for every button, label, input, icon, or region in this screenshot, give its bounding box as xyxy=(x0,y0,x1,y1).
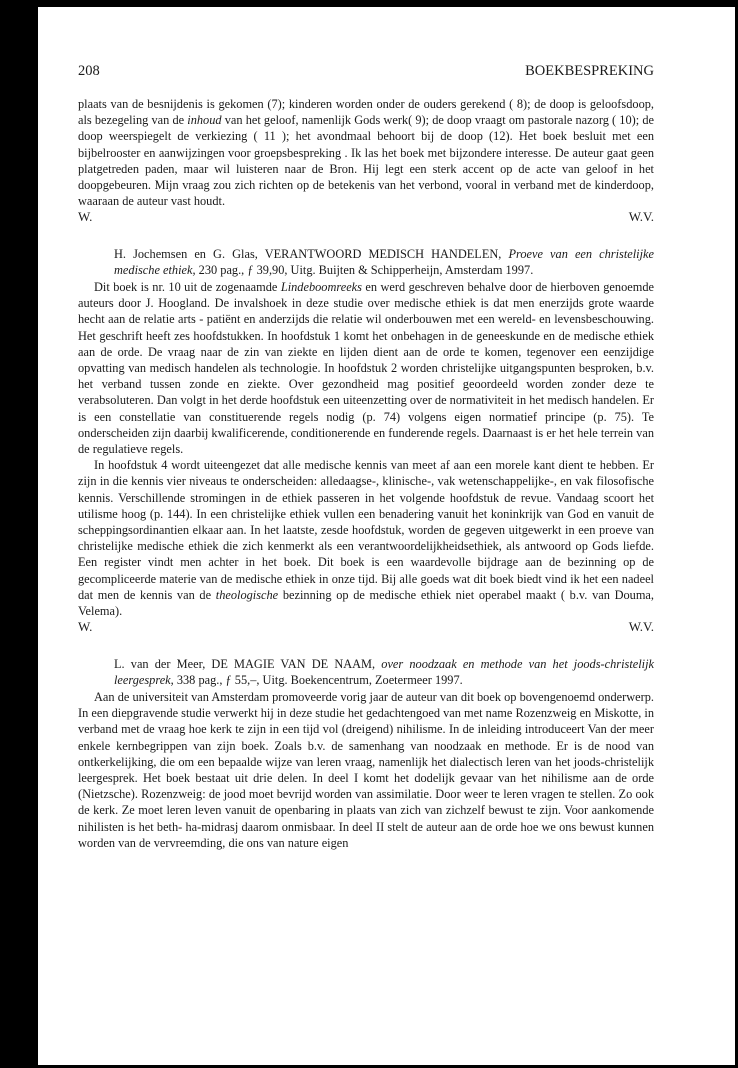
review2-biblio-a: H. Jochemsen en G. Glas, VERANTWOORD MEDISCH HANDELEN, xyxy=(114,246,509,261)
running-head xyxy=(78,62,654,80)
review2-p2-a: In hoofdstuk 4 wordt uiteengezet dat alle medische kennis van meet af aan een morele kant dient te hebben. Er zijn in die kennis vier niveaus te onderscheiden: alledaagse-, klinische-, vak wetenschappelijke-, en vak filosofische kennis. Verschillende stromingen in de ethiek passeren in het volgende hoofdstuk de revue. Vandaag scoort het utilisme hoog (p. 144). In een christelijke ethiek vullen een benadering vanuit het koninkrijk van God en vanuit de scheppingsordinantien elkaar aan. In het laatste, zesde hoofdstuk, worden de gegeven uitgewerkt in een proeve van christelijke medische ethiek die zich kenmerkt als een verantwoordelijkheidsethiek, als antwoord op Gods liefde. Een register vindt men achter in het boek. Dit boek is een waardevolle bijdrage aan de bezinning op de gecompliceerde materie van de medische ethiek in onze tijd. Bij alle goeds wat dit boek biedt vind ik het een nadeel dat men de kennis van de xyxy=(78,458,654,602)
review3-paragraph-1: Aan de universiteit van Amsterdam promoveerde vorig jaar de auteur van dit boek op bovengenoemd onderwerp. In een diepgravende studie verwerkt hij in deze studie het gedachtengoed van met name Rozenzweig en Miskotte, in verband met de vraag hoe kerk te zijn in een tijd vol (dreigend) nihilisme. In de inleiding introduceert Van der meer enkele kernbegrippen van zijn boek. Zoals b.v. de samenhang van noodzaak en methode. Er is de nood van ontkerkelijking, die om een bepaalde wijze van leren vraag, namenlijk het dialectisch leren van het joods-christelijk leergesprek. Het boek bestaat uit drie delen. In deel I komt het dodelijk gevaar van het nihilisme aan de orde (Nietzsche). Rozenzweig: de jood moet bevrijd worden van assimilatie. Door weer te leren vragen te stellen. Zo ook de kerk. Ze moet leren leven vanuit de openbaring in plaats van zich van zichzelf bewust te zijn. Voor aankomende nihilisten is het beth- ha-midrasj daarom onmisbaar. In deel II stelt de auteur aan de orde hoe we ons bewust kunnen worden van de vervreemding, die ons van nature eigen xyxy=(78,689,654,850)
review2-biblio-subtitle: Proeve van een christelijke medische ethiek, xyxy=(114,246,654,277)
review2-p1-emphasis: Lindeboomreeks xyxy=(280,280,362,295)
review3-biblio-a: L. van der Meer, DE MAGIE VAN DE NAAM, xyxy=(114,656,382,671)
document-page xyxy=(78,62,654,851)
review2-bibliography xyxy=(78,246,654,278)
review2-signature xyxy=(78,619,654,635)
review2-paragraph-1 xyxy=(78,279,654,457)
review1-sig-right: W.V. xyxy=(628,209,654,225)
review2-p1-a: Dit boek is nr. 10 uit de zogenaamde xyxy=(94,280,281,295)
review2-sig-left: W. xyxy=(78,619,93,635)
review1-text-a: plaats van de besnijdenis is gekomen (7); kinderen worden onder de ouders gerekend ( 8); de doop is geloofsdoop, als bezegeling van de xyxy=(78,97,654,128)
review1-sig-left: W. xyxy=(78,209,93,225)
review2-p1-b: en werd geschreven behalve door de hierboven genoemde auteurs door J. Hoogland. De invalshoek in deze studie over medische ethiek is dat men enerzijds grote waarde hecht aan de relatie arts - patiënt en anderzijds die relatie wil onderbouwen met een wereld- en levensbeschouwing. Het geschrift heeft zes hoofdstukken. In hoofdstuk 1 komt het onbehagen in de geneeskunde en de medische ethiek aan de orde. De vraag naar de zin van ziekte en lijden dient aan de orde te komen, tegenover een eenzijdige opvatting van medisch handelen als technologie. In hoofdstuk 2 worden christelijke uitgangspunten besproken, b.v. het verband tussen zonde en ziekte. Over gezondheid mag positief geoordeeld worden zonder deze te verabsoluteren. Dan volgt in het derde hoofdstuk een uiteenzetting over de normativiteit in het medisch handelen. Er is een constellatie van constituerende regels nodig (p. 74) volgens eigen normatief principe (p. 75). Te onderscheiden zijn daarbij kwalificerende, conditionerende en funderende regels. Daarnaast is er het hele terrein van de regulatieve regels. xyxy=(78,280,654,457)
scan-border-left xyxy=(0,0,38,1068)
running-title: BOEKBESPREKING xyxy=(525,63,654,79)
review1-paragraph xyxy=(78,96,654,209)
review2-sig-right: W.V. xyxy=(628,619,654,635)
page-number: 208 xyxy=(78,63,100,79)
review1-text-b: van het geloof, namenlijk Gods werk( 9); de doop vraagt om pastorale nazorg ( 10); de doop weerspiegelt de verkiezing ( 11 ); het avondmaal behoort bij de doop (12). Het boek besluit met een bijbelrooster en aanwijzingen voor groepsbespreking . Ik las het boek met bijzondere interesse. De auteur gaat geen platgetreden paden, maar wil luisteren naar de Bron. Hij legt een sterk accent op de acte van geloof in het doopgebeuren. Mijn vraag zou zich richten op de betekenis van het verbond, vooral in verband met de kinderdoop, waaraan de auteur vast houdt. xyxy=(78,113,654,209)
review3-bibliography xyxy=(78,656,654,688)
review3-biblio-subtitle: over noodzaak en methode van het joods-christelijk leergesprek, xyxy=(114,656,655,687)
review2-paragraph-2 xyxy=(78,457,654,619)
review3-biblio-b: 338 pag., ƒ 55,–, Uitg. Boekencentrum, Zoetermeer 1997. xyxy=(173,672,463,687)
review1-signature xyxy=(78,209,654,225)
review1-emphasis: inhoud xyxy=(187,113,222,128)
review2-biblio-b: 230 pag., ƒ 39,90, Uitg. Buijten & Schipperheijn, Amsterdam 1997. xyxy=(195,262,534,277)
section-gap xyxy=(78,226,654,246)
scan-border-top xyxy=(0,0,738,7)
review2-p2-b: bezinning op de medische ethiek niet operabel maakt ( b.v. van Douma, Velema). xyxy=(78,587,654,619)
review2-p2-emphasis: theologische xyxy=(215,587,279,602)
section-gap xyxy=(78,636,654,656)
